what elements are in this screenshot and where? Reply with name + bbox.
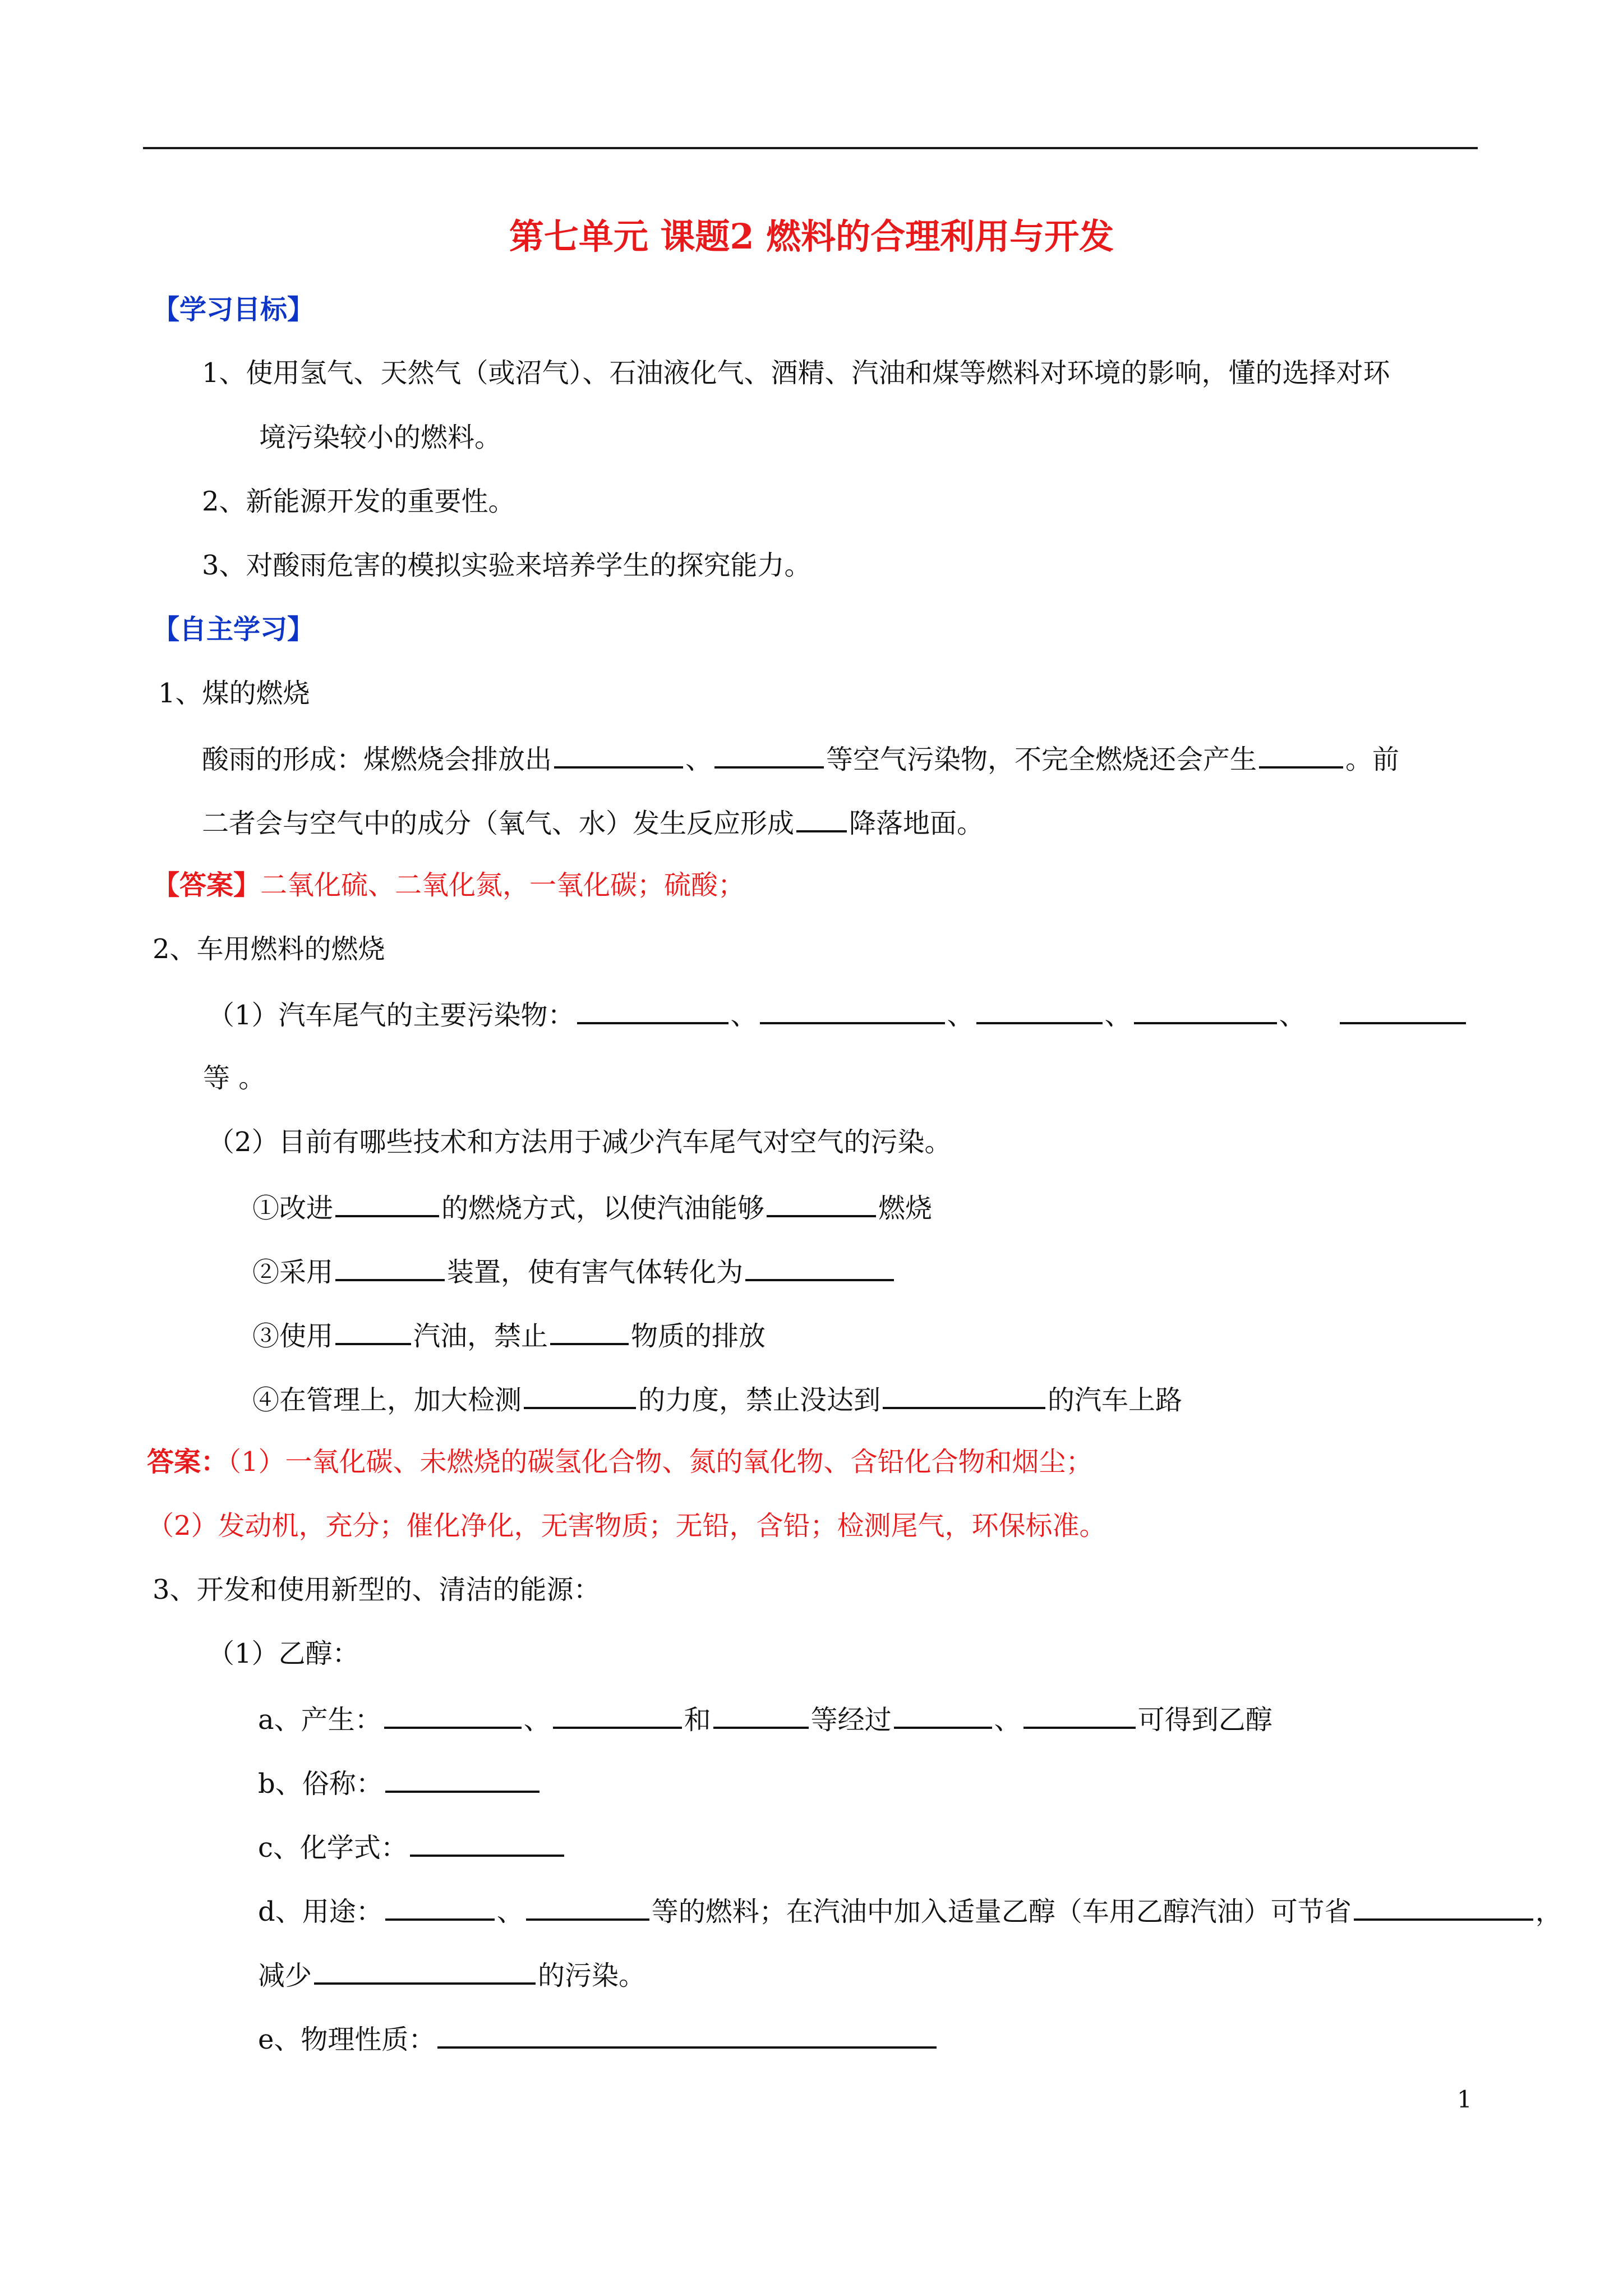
- method-1: [252, 1189, 932, 1225]
- answer-2: [147, 1445, 1093, 1479]
- text: 和: [684, 1704, 711, 1736]
- blank[interactable]: [796, 804, 847, 832]
- sep: 、: [496, 1896, 524, 1927]
- blank[interactable]: [553, 1701, 682, 1729]
- text: 。前: [1345, 744, 1400, 775]
- blank[interactable]: [883, 1381, 1045, 1409]
- method-4: [252, 1381, 1182, 1417]
- sep: 、: [1104, 1000, 1132, 1031]
- blank[interactable]: [1340, 996, 1466, 1024]
- ethanol-heading: （1）乙醇：: [208, 1638, 359, 1669]
- answer-2-cont: （2）发动机，充分；催化净化，无害物质；无铅，含铅；检测尾气，环保标准。: [147, 1510, 1106, 1542]
- exhaust-pollutants-end: 等 。: [203, 1062, 266, 1094]
- sep: 、: [947, 1000, 974, 1031]
- text: 二者会与空气中的成分（氧气、水）发生反应形成: [202, 808, 795, 839]
- section-1-title: 1、煤的燃烧: [158, 678, 310, 709]
- blank[interactable]: [1134, 996, 1277, 1024]
- text: ④在管理上，加大检测: [252, 1384, 522, 1416]
- blank[interactable]: [713, 1701, 809, 1729]
- text: ①改进: [252, 1193, 334, 1224]
- goal-item-1-cont: 境污染较小的燃料。: [259, 422, 502, 453]
- sep: 、: [730, 1000, 758, 1031]
- text: 物质的排放: [631, 1320, 766, 1352]
- text: 等经过: [810, 1704, 892, 1736]
- ethanol-common-name: [258, 1765, 542, 1801]
- blank[interactable]: [385, 1893, 495, 1921]
- text: a、产生：: [258, 1704, 382, 1736]
- text: 、: [685, 744, 713, 775]
- text: 减少: [258, 1960, 312, 1991]
- text: 装置，使有害气体转化为: [447, 1257, 744, 1288]
- ethanol-uses-cont: [258, 1957, 645, 1993]
- blank[interactable]: [410, 1829, 564, 1857]
- answer-text: （1）一氧化碳、未燃烧的碳氢化合物、氮的氧化物、含铅化合物和烟尘；: [228, 1446, 1093, 1478]
- exhaust-pollutants-line: [208, 996, 1468, 1032]
- text: 的汽车上路: [1048, 1384, 1183, 1416]
- blank[interactable]: [976, 996, 1103, 1024]
- blank[interactable]: [577, 996, 728, 1024]
- acid-rain-line-1: [202, 740, 1399, 776]
- text: 酸雨的形成：煤燃烧会排放出: [202, 744, 552, 775]
- sep: 、: [1279, 1000, 1306, 1031]
- text: （1）汽车尾气的主要污染物：: [208, 1000, 575, 1031]
- text: c、化学式：: [258, 1832, 408, 1864]
- blank[interactable]: [894, 1701, 992, 1729]
- blank[interactable]: [760, 996, 945, 1024]
- blank[interactable]: [550, 1317, 629, 1345]
- answer-label: 【答案】: [153, 869, 261, 901]
- text: ②采用: [252, 1257, 334, 1288]
- blank[interactable]: [437, 2021, 937, 2049]
- page-title: 第七单元 课题2 燃料的合理利用与开发: [509, 216, 1114, 257]
- page-number: 1: [1457, 2086, 1472, 2113]
- question-2: （2）目前有哪些技术和方法用于减少汽车尾气对空气的污染。: [208, 1126, 952, 1158]
- blank[interactable]: [1354, 1893, 1533, 1921]
- blank[interactable]: [314, 1957, 536, 1985]
- blank[interactable]: [1023, 1701, 1136, 1729]
- header-rule: [143, 147, 1478, 149]
- ethanol-formula: [258, 1829, 566, 1865]
- text: 燃烧: [878, 1193, 933, 1224]
- text: ，: [1535, 1896, 1562, 1927]
- text: 的力度，禁止没达到: [638, 1384, 881, 1416]
- goal-item-2: 2、新能源开发的重要性。: [202, 486, 515, 517]
- method-2: [252, 1253, 896, 1289]
- answer-1: [153, 868, 745, 902]
- blank[interactable]: [745, 1253, 894, 1281]
- method-3: [252, 1317, 766, 1353]
- text: ③使用: [252, 1320, 334, 1352]
- text: 降落地面。: [849, 808, 984, 839]
- text: d、用途：: [258, 1896, 383, 1927]
- sep: 、: [994, 1704, 1021, 1736]
- blank[interactable]: [524, 1381, 636, 1409]
- blank[interactable]: [384, 1701, 522, 1729]
- blank[interactable]: [554, 740, 683, 769]
- answer-label: 答案：: [147, 1446, 228, 1478]
- answer-text: 二氧化硫、二氧化氮，一氧化碳；硫酸；: [260, 869, 745, 901]
- section-2-title: 2、车用燃料的燃烧: [153, 933, 385, 965]
- text: b、俗称：: [258, 1768, 383, 1800]
- ethanol-uses: [258, 1893, 1562, 1929]
- blank[interactable]: [714, 740, 824, 769]
- sep: 、: [523, 1704, 551, 1736]
- blank[interactable]: [385, 1765, 540, 1793]
- blank[interactable]: [335, 1253, 445, 1281]
- goals-heading: 【学习目标】: [153, 294, 315, 325]
- blank[interactable]: [1259, 740, 1343, 769]
- goal-item-1: 1、使用氢气、天然气（或沼气）、石油液化气、酒精、汽油和煤等燃料对环境的影响，懂的选择对环: [202, 357, 1390, 389]
- blank[interactable]: [335, 1317, 411, 1345]
- ethanol-production: [258, 1701, 1272, 1737]
- ethanol-physical-properties: [258, 2021, 939, 2056]
- acid-rain-line-2: [202, 804, 984, 840]
- blank[interactable]: [767, 1189, 876, 1217]
- self-study-heading: 【自主学习】: [153, 614, 315, 645]
- section-3-title: 3、开发和使用新型的、清洁的能源：: [153, 1574, 601, 1605]
- blank[interactable]: [335, 1189, 439, 1217]
- text: 的燃烧方式，以使汽油能够: [441, 1193, 765, 1224]
- text: e、物理性质：: [258, 2024, 436, 2055]
- goal-item-3: 3、对酸雨危害的模拟实验来培养学生的探究能力。: [202, 550, 811, 581]
- text: 等空气污染物，不完全燃烧还会产生: [826, 744, 1257, 775]
- text: 的污染。: [538, 1960, 646, 1991]
- blank[interactable]: [526, 1893, 649, 1921]
- text: 可得到乙醇: [1137, 1704, 1272, 1736]
- text: 等的燃料；在汽油中加入适量乙醇（车用乙醇汽油）可节省: [651, 1896, 1352, 1927]
- text: 汽油，禁止: [413, 1320, 548, 1352]
